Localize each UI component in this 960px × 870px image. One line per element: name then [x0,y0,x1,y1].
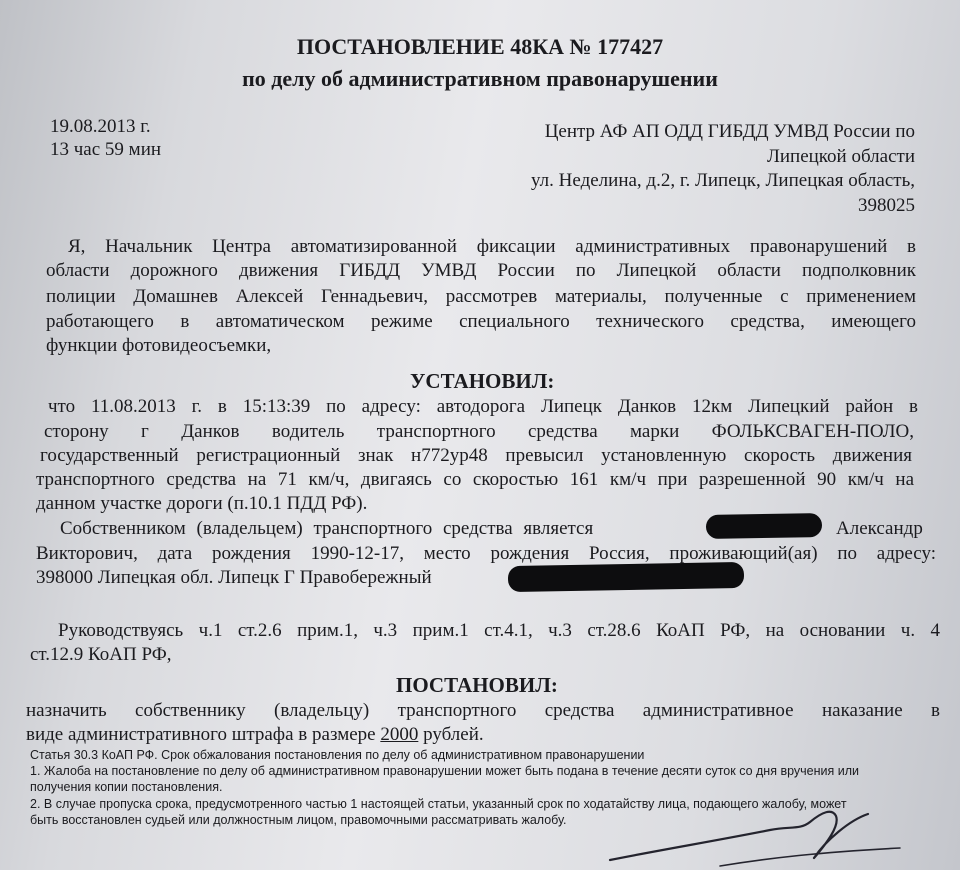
established-line: государственный регистрационный знак н772ур48 превысил установленную скорость движения [40,445,912,466]
legal-basis-line: Руководствуясь ч.1 ст.2.6 прим.1, ч.3 прим.1 ст.4.1, ч.3 ст.28.6 КоАП РФ, на основании ч. 4 [58,620,940,641]
authority-address: ул. Неделина, д.2, г. Липецк, Липецкая область, [531,170,915,191]
signature [600,800,920,870]
appeal-article: Статья 30.3 КоАП РФ. Срок обжалования постановления по делу об административном правонарушении [30,748,645,762]
owner-address: 398000 Липецкая обл. Липецк Г Правобережный [36,567,432,588]
authority-region: Липецкой области [766,146,915,167]
owner-line: Викторович, дата рождения 1990-12-17, место рождения Россия, проживающий(ая) по адресу: [36,543,936,564]
document-time: 13 час 59 мин [50,139,162,160]
redaction-mark [508,562,744,592]
intro-line: Я, Начальник Центра автоматизированной фиксации административных правонарушений в [68,236,916,257]
appeal-clause: 2. В случае пропуска срока, предусмотренного частью 1 настоящей статьи, указанный срок по ходатайству лица, подающего жалобу, может [30,797,847,811]
established-line: сторону г Данков водитель транспортного средства марки ФОЛЬКСВАГЕН-ПОЛО, [44,421,914,442]
issuing-authority: Центр АФ АП ОДД ГИБДД УМВД России по [544,121,915,142]
legal-basis-line: ст.12.9 КоАП РФ, [30,644,172,665]
established-line: что 11.08.2013 г. в 15:13:39 по адресу: автодорога Липецк Данков 12км Липецкий район в [48,396,918,417]
resolved-line: назначить собственнику (владельцу) транспортного средства административное наказание в [26,700,940,721]
appeal-clause: получения копии постановления. [30,780,223,794]
appeal-clause: быть восстановлен судьей или должностным лицом, правомочными рассматривать жалобу. [30,813,567,827]
fine-currency: рублей. [423,724,484,745]
owner-name: Александр [836,518,923,539]
intro-line: функции фотовидеосъемки, [46,335,272,356]
intro-line: полиции Домашнев Алексей Геннадьевич, рассмотрев материалы, полученные с применением [46,286,916,307]
resolved-heading: ПОСТАНОВИЛ: [396,673,558,697]
intro-line: работающего в автоматическом режиме специального технического средства, имеющего [46,311,916,332]
document-date: 19.08.2013 г. [50,116,151,137]
resolved-line [26,724,484,746]
redaction-mark [706,513,822,539]
authority-postcode: 398025 [858,195,915,216]
fine-amount: 2000 [380,724,419,745]
fine-text: виде административного штрафа в размере [26,724,376,745]
intro-line: области дорожного движения ГИБДД УМВД России по Липецкой области подполковник [46,260,916,281]
established-line: транспортного средства на 71 км/ч, двигаясь со скоростью 161 км/ч при разрешенной 90 км/ч на [36,469,914,490]
document-subtitle: по делу об административном правонарушении [242,66,718,91]
document-title: ПОСТАНОВЛЕНИЕ 48КА № 177427 [296,34,664,59]
appeal-clause: 1. Жалоба на постановление по делу об административном правонарушении может быть подана в течение десяти суток со дня вручения или [30,764,859,778]
established-heading: УСТАНОВИЛ: [410,369,555,393]
owner-line: Собственником (владельцем) транспортного средства является [60,518,594,539]
established-line: данном участке дороги (п.10.1 ПДД РФ). [36,493,368,514]
